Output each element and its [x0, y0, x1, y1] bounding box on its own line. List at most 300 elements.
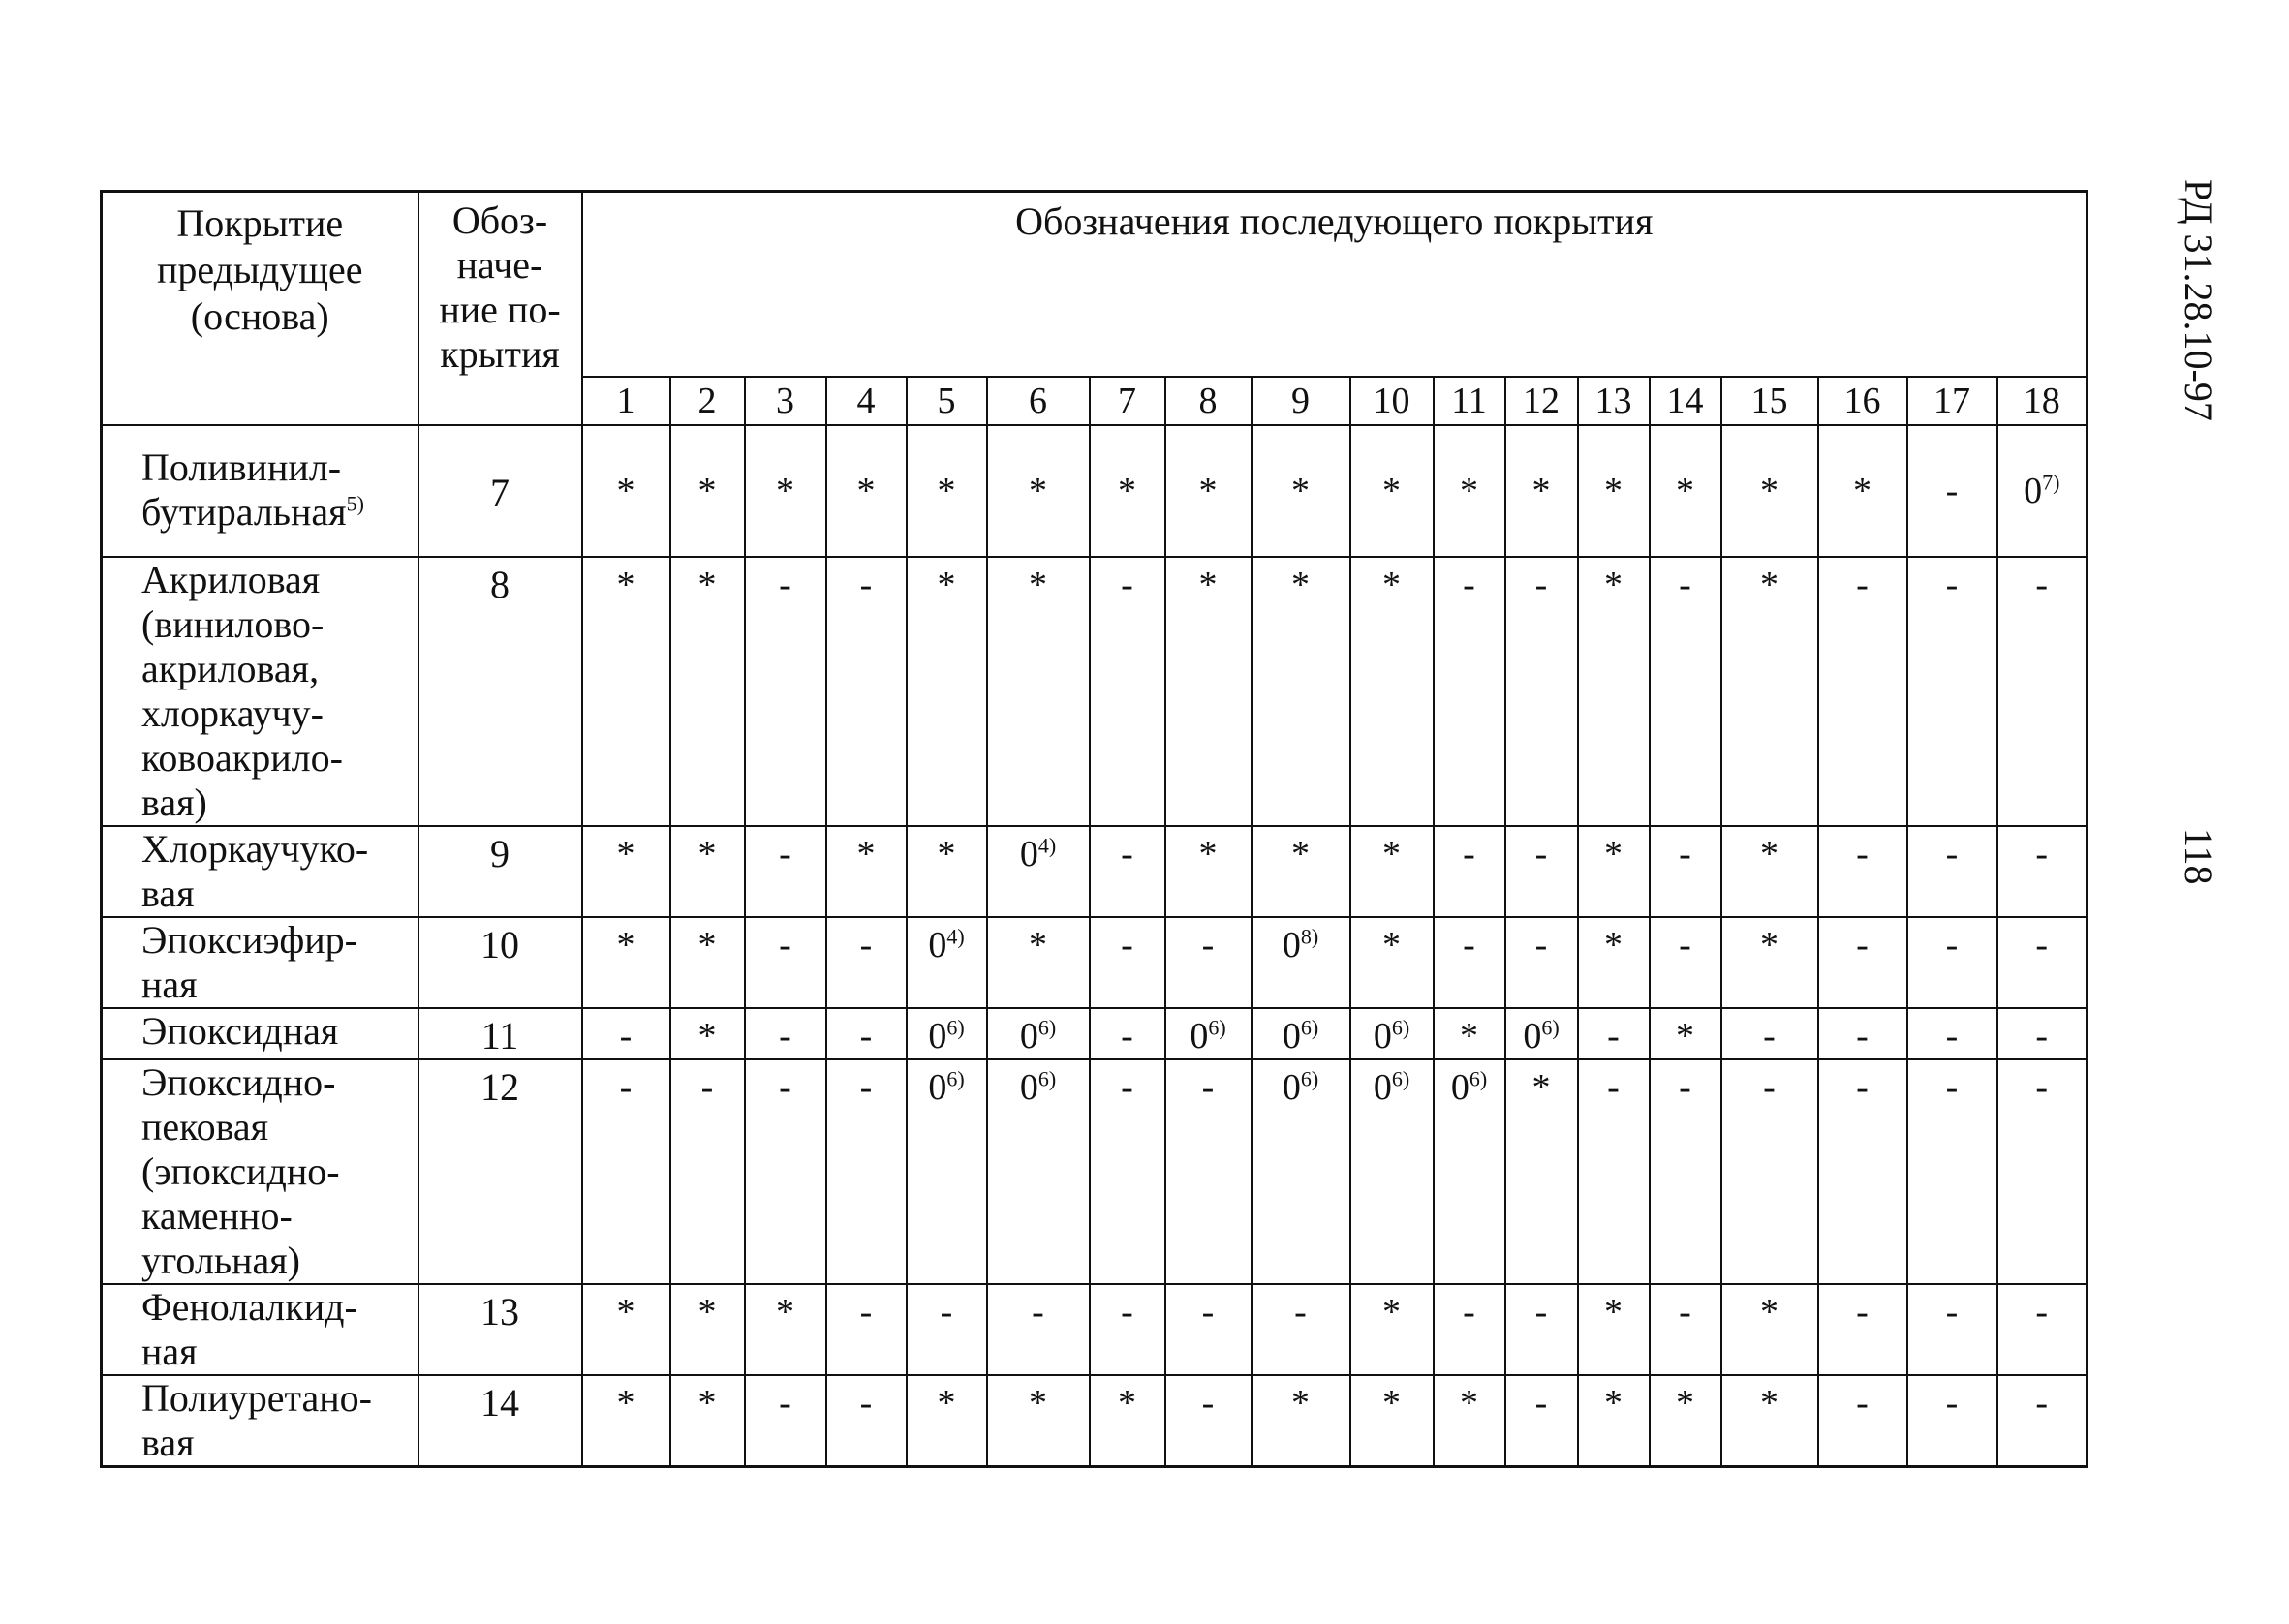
compatibility-cell: [987, 826, 1090, 917]
coating-name: [102, 917, 418, 1008]
coating-name: [102, 826, 418, 917]
compatibility-value: -: [1201, 1382, 1215, 1424]
compatibility-cell: [1252, 826, 1350, 917]
compatibility-cell: [1252, 917, 1350, 1008]
compatibility-value: 0: [1282, 1015, 1301, 1057]
compatibility-cell: [1505, 557, 1578, 826]
compatibility-value: *: [1382, 564, 1401, 605]
compatibility-cell: [826, 1375, 907, 1467]
compatibility-value: -: [1679, 924, 1691, 965]
coating-name-text: Эпоксиэфир- ная: [141, 917, 357, 1006]
footnote-marker: 6): [1300, 1014, 1319, 1039]
compatibility-value: *: [1382, 470, 1401, 511]
compatibility-value: *: [616, 833, 635, 874]
compatibility-cell: [1721, 917, 1818, 1008]
document-code: РД 31.28.10-97: [2177, 179, 2220, 421]
compatibility-value: -: [2035, 1382, 2049, 1424]
compatibility-value: -: [779, 1066, 791, 1108]
column-number: 6: [987, 377, 1090, 425]
compatibility-cell: [582, 1059, 670, 1284]
compatibility-value: -: [1607, 1015, 1620, 1057]
compatibility-cell: [1997, 1008, 2088, 1059]
compatibility-cell: [1721, 1284, 1818, 1375]
footnote-marker: 6): [1391, 1065, 1410, 1090]
compatibility-cell: [1907, 826, 1997, 917]
compatibility-cell: [745, 425, 826, 557]
compatibility-cell: [1090, 425, 1165, 557]
coating-code: 14: [418, 1375, 582, 1467]
compatibility-value: -: [1032, 1291, 1044, 1333]
compatibility-value: -: [2035, 1066, 2049, 1108]
compatibility-cell: [745, 917, 826, 1008]
compatibility-cell: [1165, 1008, 1252, 1059]
compatibility-cell: [582, 917, 670, 1008]
compatibility-value: -: [859, 1066, 873, 1108]
compatibility-cell: [582, 1008, 670, 1059]
compatibility-value: 0: [1450, 1066, 1469, 1108]
column-number: 3: [745, 377, 826, 425]
compatibility-cell: [1505, 826, 1578, 917]
compatibility-cell: [582, 425, 670, 557]
compatibility-cell: [907, 1284, 987, 1375]
column-number: 5: [907, 377, 987, 425]
compatibility-value: -: [1945, 1382, 1959, 1424]
compatibility-value: *: [616, 470, 635, 511]
compatibility-value: *: [1604, 1291, 1623, 1333]
column-number: 1: [582, 377, 670, 425]
compatibility-value: *: [937, 564, 956, 605]
header-coating-code: [418, 192, 582, 425]
coating-code: 7: [418, 425, 582, 557]
coating-code: 11: [418, 1008, 582, 1059]
coating-code: 9: [418, 826, 582, 917]
compatibility-value: -: [1856, 1291, 1869, 1333]
compatibility-value: *: [1604, 564, 1623, 605]
compatibility-cell: [907, 1059, 987, 1284]
compatibility-value: 0: [928, 1015, 947, 1057]
compatibility-value: *: [1460, 1382, 1478, 1424]
compatibility-cell: [1434, 1284, 1505, 1375]
compatibility-value: *: [1460, 470, 1478, 511]
compatibility-value: -: [1534, 924, 1548, 965]
compatibility-cell: [987, 1059, 1090, 1284]
column-number: 14: [1650, 377, 1721, 425]
compatibility-value: -: [1945, 1015, 1959, 1057]
compatibility-cell: [1165, 1059, 1252, 1284]
compatibility-cell: [826, 826, 907, 917]
compatibility-cell: [1818, 1008, 1907, 1059]
compatibility-value: *: [1604, 833, 1623, 874]
compatibility-cell: [1578, 1008, 1650, 1059]
column-number: 13: [1578, 377, 1650, 425]
compatibility-value: *: [1198, 470, 1218, 511]
compatibility-value: *: [697, 1291, 717, 1333]
compatibility-value: -: [1463, 924, 1475, 965]
compatibility-cell: [1434, 557, 1505, 826]
compatibility-cell: [1907, 1375, 1997, 1467]
compatibility-cell: [1907, 1059, 1997, 1284]
footnote-marker: 7): [2042, 469, 2060, 494]
compatibility-cell: [907, 1008, 987, 1059]
compatibility-value: -: [1121, 1066, 1133, 1108]
compatibility-value: -: [2035, 924, 2049, 965]
compatibility-value: *: [1029, 564, 1047, 605]
compatibility-cell: [670, 1008, 745, 1059]
compatibility-value: -: [779, 833, 791, 874]
compatibility-value: 0: [1019, 833, 1038, 874]
compatibility-value: -: [1294, 1291, 1307, 1333]
compatibility-value: *: [1760, 1291, 1779, 1333]
compatibility-value: *: [1382, 924, 1401, 965]
compatibility-value: -: [1201, 1291, 1215, 1333]
coating-name-text: Полиуретано- вая: [141, 1375, 372, 1464]
compatibility-cell: [1997, 917, 2088, 1008]
compatibility-value: -: [1679, 564, 1691, 605]
compatibility-value: -: [1856, 924, 1869, 965]
compatibility-cell: [826, 1059, 907, 1284]
compatibility-value: -: [1121, 1015, 1133, 1057]
coating-code: 12: [418, 1059, 582, 1284]
compatibility-value: -: [859, 1291, 873, 1333]
compatibility-value: *: [937, 833, 956, 874]
compatibility-cell: [1350, 1284, 1434, 1375]
footnote-marker: 6): [1391, 1014, 1410, 1039]
compatibility-cell: [1578, 917, 1650, 1008]
compatibility-cell: [1090, 1059, 1165, 1284]
footnote-marker: 6): [1037, 1014, 1057, 1039]
compatibility-value: *: [1198, 833, 1218, 874]
header-coating-code-label: Обоз- наче- ние по- крытия: [439, 199, 561, 376]
compatibility-value: -: [1945, 1066, 1959, 1108]
compatibility-cell: [1650, 1284, 1721, 1375]
compatibility-value: *: [1198, 564, 1218, 605]
compatibility-cell: [1434, 826, 1505, 917]
column-number: 15: [1721, 377, 1818, 425]
compatibility-cell: [670, 1284, 745, 1375]
compatibility-value: -: [779, 564, 791, 605]
compatibility-cell: [1907, 557, 1997, 826]
compatibility-value: -: [1763, 1015, 1776, 1057]
compatibility-cell: [1818, 425, 1907, 557]
compatibility-cell: [1505, 1059, 1578, 1284]
compatibility-cell: [987, 425, 1090, 557]
compatibility-cell: [1090, 917, 1165, 1008]
compatibility-cell: [907, 557, 987, 826]
compatibility-cell: [987, 1375, 1090, 1467]
compatibility-cell: [582, 1375, 670, 1467]
compatibility-value: *: [1853, 470, 1871, 511]
footnote-marker: 5): [346, 491, 364, 516]
compatibility-cell: [907, 1375, 987, 1467]
compatibility-value: -: [1679, 1066, 1691, 1108]
compatibility-value: *: [1118, 1382, 1136, 1424]
compatibility-cell: [582, 557, 670, 826]
compatibility-cell: [1818, 557, 1907, 826]
compatibility-value: -: [779, 924, 791, 965]
compatibility-value: *: [1604, 470, 1623, 511]
compatibility-value: *: [697, 1015, 717, 1057]
compatibility-cell: [826, 425, 907, 557]
compatibility-cell: [1650, 917, 1721, 1008]
compatibility-value: *: [937, 1382, 956, 1424]
coating-name: [102, 1008, 418, 1059]
compatibility-value: -: [1679, 833, 1691, 874]
compatibility-value: -: [1679, 1291, 1691, 1333]
compatibility-value: -: [1856, 1066, 1869, 1108]
footnote-marker: 6): [1300, 1065, 1319, 1090]
compatibility-cell: [745, 826, 826, 917]
compatibility-value: 0: [1373, 1066, 1392, 1108]
compatibility-value: -: [1534, 833, 1548, 874]
compatibility-value: *: [1531, 1066, 1551, 1108]
compatibility-value: -: [2035, 833, 2049, 874]
table-row: [102, 425, 2088, 557]
compatibility-value: *: [856, 470, 876, 511]
compatibility-cell: [745, 1375, 826, 1467]
compatibility-value: -: [1534, 1291, 1548, 1333]
compatibility-cell: [1350, 557, 1434, 826]
compatibility-cell: [1505, 1375, 1578, 1467]
compatibility-value: *: [1382, 833, 1401, 874]
compatibility-value: *: [616, 924, 635, 965]
coating-name-text: Хлоркаучуко- вая: [141, 826, 369, 915]
coating-name-text: Фенолалкид- ная: [141, 1284, 357, 1373]
compatibility-value: *: [1291, 1382, 1310, 1424]
header-next-coating-title: Обозначения последующего покрытия: [582, 192, 2088, 377]
compatibility-cell: [1252, 1008, 1350, 1059]
column-number: 9: [1252, 377, 1350, 425]
footnote-marker: 6): [946, 1014, 965, 1039]
compatibility-value: -: [859, 1015, 873, 1057]
compatibility-value: 0: [2024, 470, 2043, 511]
compatibility-value: *: [856, 833, 876, 874]
table-row: [102, 1059, 2088, 1284]
coating-compatibility-table: [100, 190, 2088, 1468]
compatibility-cell: [1090, 826, 1165, 917]
footnote-marker: 6): [1469, 1065, 1488, 1090]
compatibility-cell: [1165, 1375, 1252, 1467]
compatibility-cell: [1818, 826, 1907, 917]
compatibility-value: *: [1760, 924, 1779, 965]
compatibility-value: -: [1856, 1015, 1869, 1057]
compatibility-cell: [1434, 1375, 1505, 1467]
compatibility-value: *: [1676, 470, 1694, 511]
coating-name: [102, 1375, 418, 1467]
compatibility-cell: [1721, 1375, 1818, 1467]
footnote-marker: 6): [1541, 1014, 1560, 1039]
compatibility-cell: [1997, 557, 2088, 826]
compatibility-cell: [1434, 917, 1505, 1008]
compatibility-cell: [1721, 1059, 1818, 1284]
compatibility-cell: [1252, 1284, 1350, 1375]
compatibility-value: *: [697, 833, 717, 874]
compatibility-value: 0: [928, 1066, 947, 1108]
compatibility-cell: [1818, 1284, 1907, 1375]
footnote-marker: 4): [946, 923, 965, 948]
compatibility-cell: [1721, 557, 1818, 826]
compatibility-value: *: [1029, 470, 1047, 511]
compatibility-value: -: [1856, 564, 1869, 605]
compatibility-value: *: [616, 564, 635, 605]
compatibility-value: -: [619, 1015, 633, 1057]
compatibility-cell: [1907, 1008, 1997, 1059]
table-row: [102, 557, 2088, 826]
compatibility-cell: [1650, 1008, 1721, 1059]
compatibility-value: -: [1607, 1066, 1620, 1108]
compatibility-cell: [745, 1284, 826, 1375]
compatibility-cell: [1434, 1059, 1505, 1284]
compatibility-value: -: [1534, 1382, 1548, 1424]
coating-name: [102, 1059, 418, 1284]
compatibility-value: *: [616, 1382, 635, 1424]
compatibility-cell: [1505, 425, 1578, 557]
compatibility-cell: [1165, 826, 1252, 917]
compatibility-cell: [1721, 826, 1818, 917]
coating-name: [102, 557, 418, 826]
compatibility-cell: [1650, 425, 1721, 557]
footnote-marker: 6): [946, 1065, 965, 1090]
compatibility-cell: [1578, 425, 1650, 557]
compatibility-value: *: [776, 1291, 794, 1333]
compatibility-cell: [1578, 826, 1650, 917]
compatibility-cell: [1650, 557, 1721, 826]
compatibility-value: *: [1760, 833, 1779, 874]
table-row: [102, 917, 2088, 1008]
compatibility-cell: [1434, 425, 1505, 557]
compatibility-cell: [582, 826, 670, 917]
compatibility-cell: [987, 917, 1090, 1008]
compatibility-cell: [1997, 1375, 2088, 1467]
compatibility-value: -: [1763, 1066, 1776, 1108]
compatibility-value: -: [1463, 833, 1475, 874]
compatibility-value: -: [1463, 564, 1475, 605]
compatibility-value: -: [940, 1291, 953, 1333]
compatibility-cell: [907, 917, 987, 1008]
compatibility-value: *: [1029, 1382, 1047, 1424]
table-row: [102, 826, 2088, 917]
compatibility-value: *: [1531, 470, 1551, 511]
compatibility-cell: [1578, 1284, 1650, 1375]
compatibility-value: *: [1760, 470, 1779, 511]
compatibility-value: -: [1856, 1382, 1869, 1424]
coating-name-text: Поливинил- бутиральная: [141, 444, 347, 534]
compatibility-value: -: [1945, 924, 1959, 965]
compatibility-cell: [1997, 1284, 2088, 1375]
compatibility-value: *: [697, 924, 717, 965]
compatibility-cell: [987, 1008, 1090, 1059]
compatibility-cell: [907, 425, 987, 557]
header-previous-coating: [102, 192, 418, 425]
compatibility-value: *: [1382, 1382, 1401, 1424]
compatibility-value: -: [1856, 833, 1869, 874]
compatibility-value: *: [1291, 564, 1310, 605]
compatibility-value: *: [1604, 924, 1623, 965]
compatibility-value: -: [2035, 1015, 2049, 1057]
compatibility-cell: [826, 1008, 907, 1059]
compatibility-cell: [670, 826, 745, 917]
compatibility-value: -: [1121, 1291, 1133, 1333]
column-number: 4: [826, 377, 907, 425]
column-number: 10: [1350, 377, 1434, 425]
compatibility-cell: [1350, 1375, 1434, 1467]
compatibility-cell: [1090, 1375, 1165, 1467]
compatibility-cell: [1505, 1008, 1578, 1059]
compatibility-value: *: [1460, 1015, 1478, 1057]
compatibility-value: -: [2035, 564, 2049, 605]
coating-name: [102, 1284, 418, 1375]
coating-code: 10: [418, 917, 582, 1008]
compatibility-value: *: [1382, 1291, 1401, 1333]
compatibility-cell: [670, 557, 745, 826]
compatibility-cell: [1650, 826, 1721, 917]
compatibility-value: *: [616, 1291, 635, 1333]
compatibility-cell: [1997, 826, 2088, 917]
compatibility-cell: [1818, 1375, 1907, 1467]
compatibility-cell: [1090, 1284, 1165, 1375]
compatibility-cell: [1350, 1059, 1434, 1284]
compatibility-cell: [1578, 1059, 1650, 1284]
compatibility-cell: [1252, 557, 1350, 826]
compatibility-value: -: [619, 1066, 633, 1108]
compatibility-cell: [670, 917, 745, 1008]
coating-name-text: Эпоксидная: [141, 1008, 339, 1053]
compatibility-cell: [745, 1059, 826, 1284]
compatibility-cell: [1650, 1375, 1721, 1467]
compatibility-value: -: [859, 564, 873, 605]
compatibility-cell: [582, 1284, 670, 1375]
compatibility-cell: [1505, 917, 1578, 1008]
compatibility-cell: [1721, 425, 1818, 557]
coating-name-text: Эпоксидно- пековая (эпоксидно- каменно- угольная): [141, 1059, 340, 1282]
compatibility-value: *: [1604, 1382, 1623, 1424]
compatibility-value: -: [1121, 833, 1133, 874]
compatibility-cell: [1252, 425, 1350, 557]
compatibility-value: *: [697, 1382, 717, 1424]
compatibility-value: *: [1029, 924, 1047, 965]
compatibility-value: *: [776, 470, 794, 511]
footnote-marker: 4): [1037, 832, 1057, 857]
compatibility-cell: [1090, 1008, 1165, 1059]
compatibility-cell: [1350, 826, 1434, 917]
compatibility-cell: [1252, 1375, 1350, 1467]
compatibility-value: -: [1945, 833, 1959, 874]
compatibility-value: 0: [1190, 1015, 1209, 1057]
compatibility-cell: [1650, 1059, 1721, 1284]
compatibility-cell: [1252, 1059, 1350, 1284]
compatibility-cell: [1505, 1284, 1578, 1375]
compatibility-value: -: [859, 1382, 873, 1424]
page-number: 118: [2177, 828, 2220, 885]
compatibility-cell: [1165, 917, 1252, 1008]
compatibility-cell: [1090, 557, 1165, 826]
compatibility-cell: [1434, 1008, 1505, 1059]
column-number: 11: [1434, 377, 1505, 425]
coating-code: 8: [418, 557, 582, 826]
compatibility-cell: [1350, 917, 1434, 1008]
compatibility-cell: [1997, 1059, 2088, 1284]
compatibility-value: -: [2035, 1291, 2049, 1333]
column-number: 8: [1165, 377, 1252, 425]
compatibility-value: -: [779, 1382, 791, 1424]
compatibility-value: *: [1676, 1382, 1694, 1424]
compatibility-cell: [745, 557, 826, 826]
compatibility-value: 0: [1282, 924, 1301, 965]
column-number: 7: [1090, 377, 1165, 425]
compatibility-value: *: [1760, 1382, 1779, 1424]
compatibility-cell: [1721, 1008, 1818, 1059]
table-row: [102, 1375, 2088, 1467]
compatibility-cell: [670, 1375, 745, 1467]
